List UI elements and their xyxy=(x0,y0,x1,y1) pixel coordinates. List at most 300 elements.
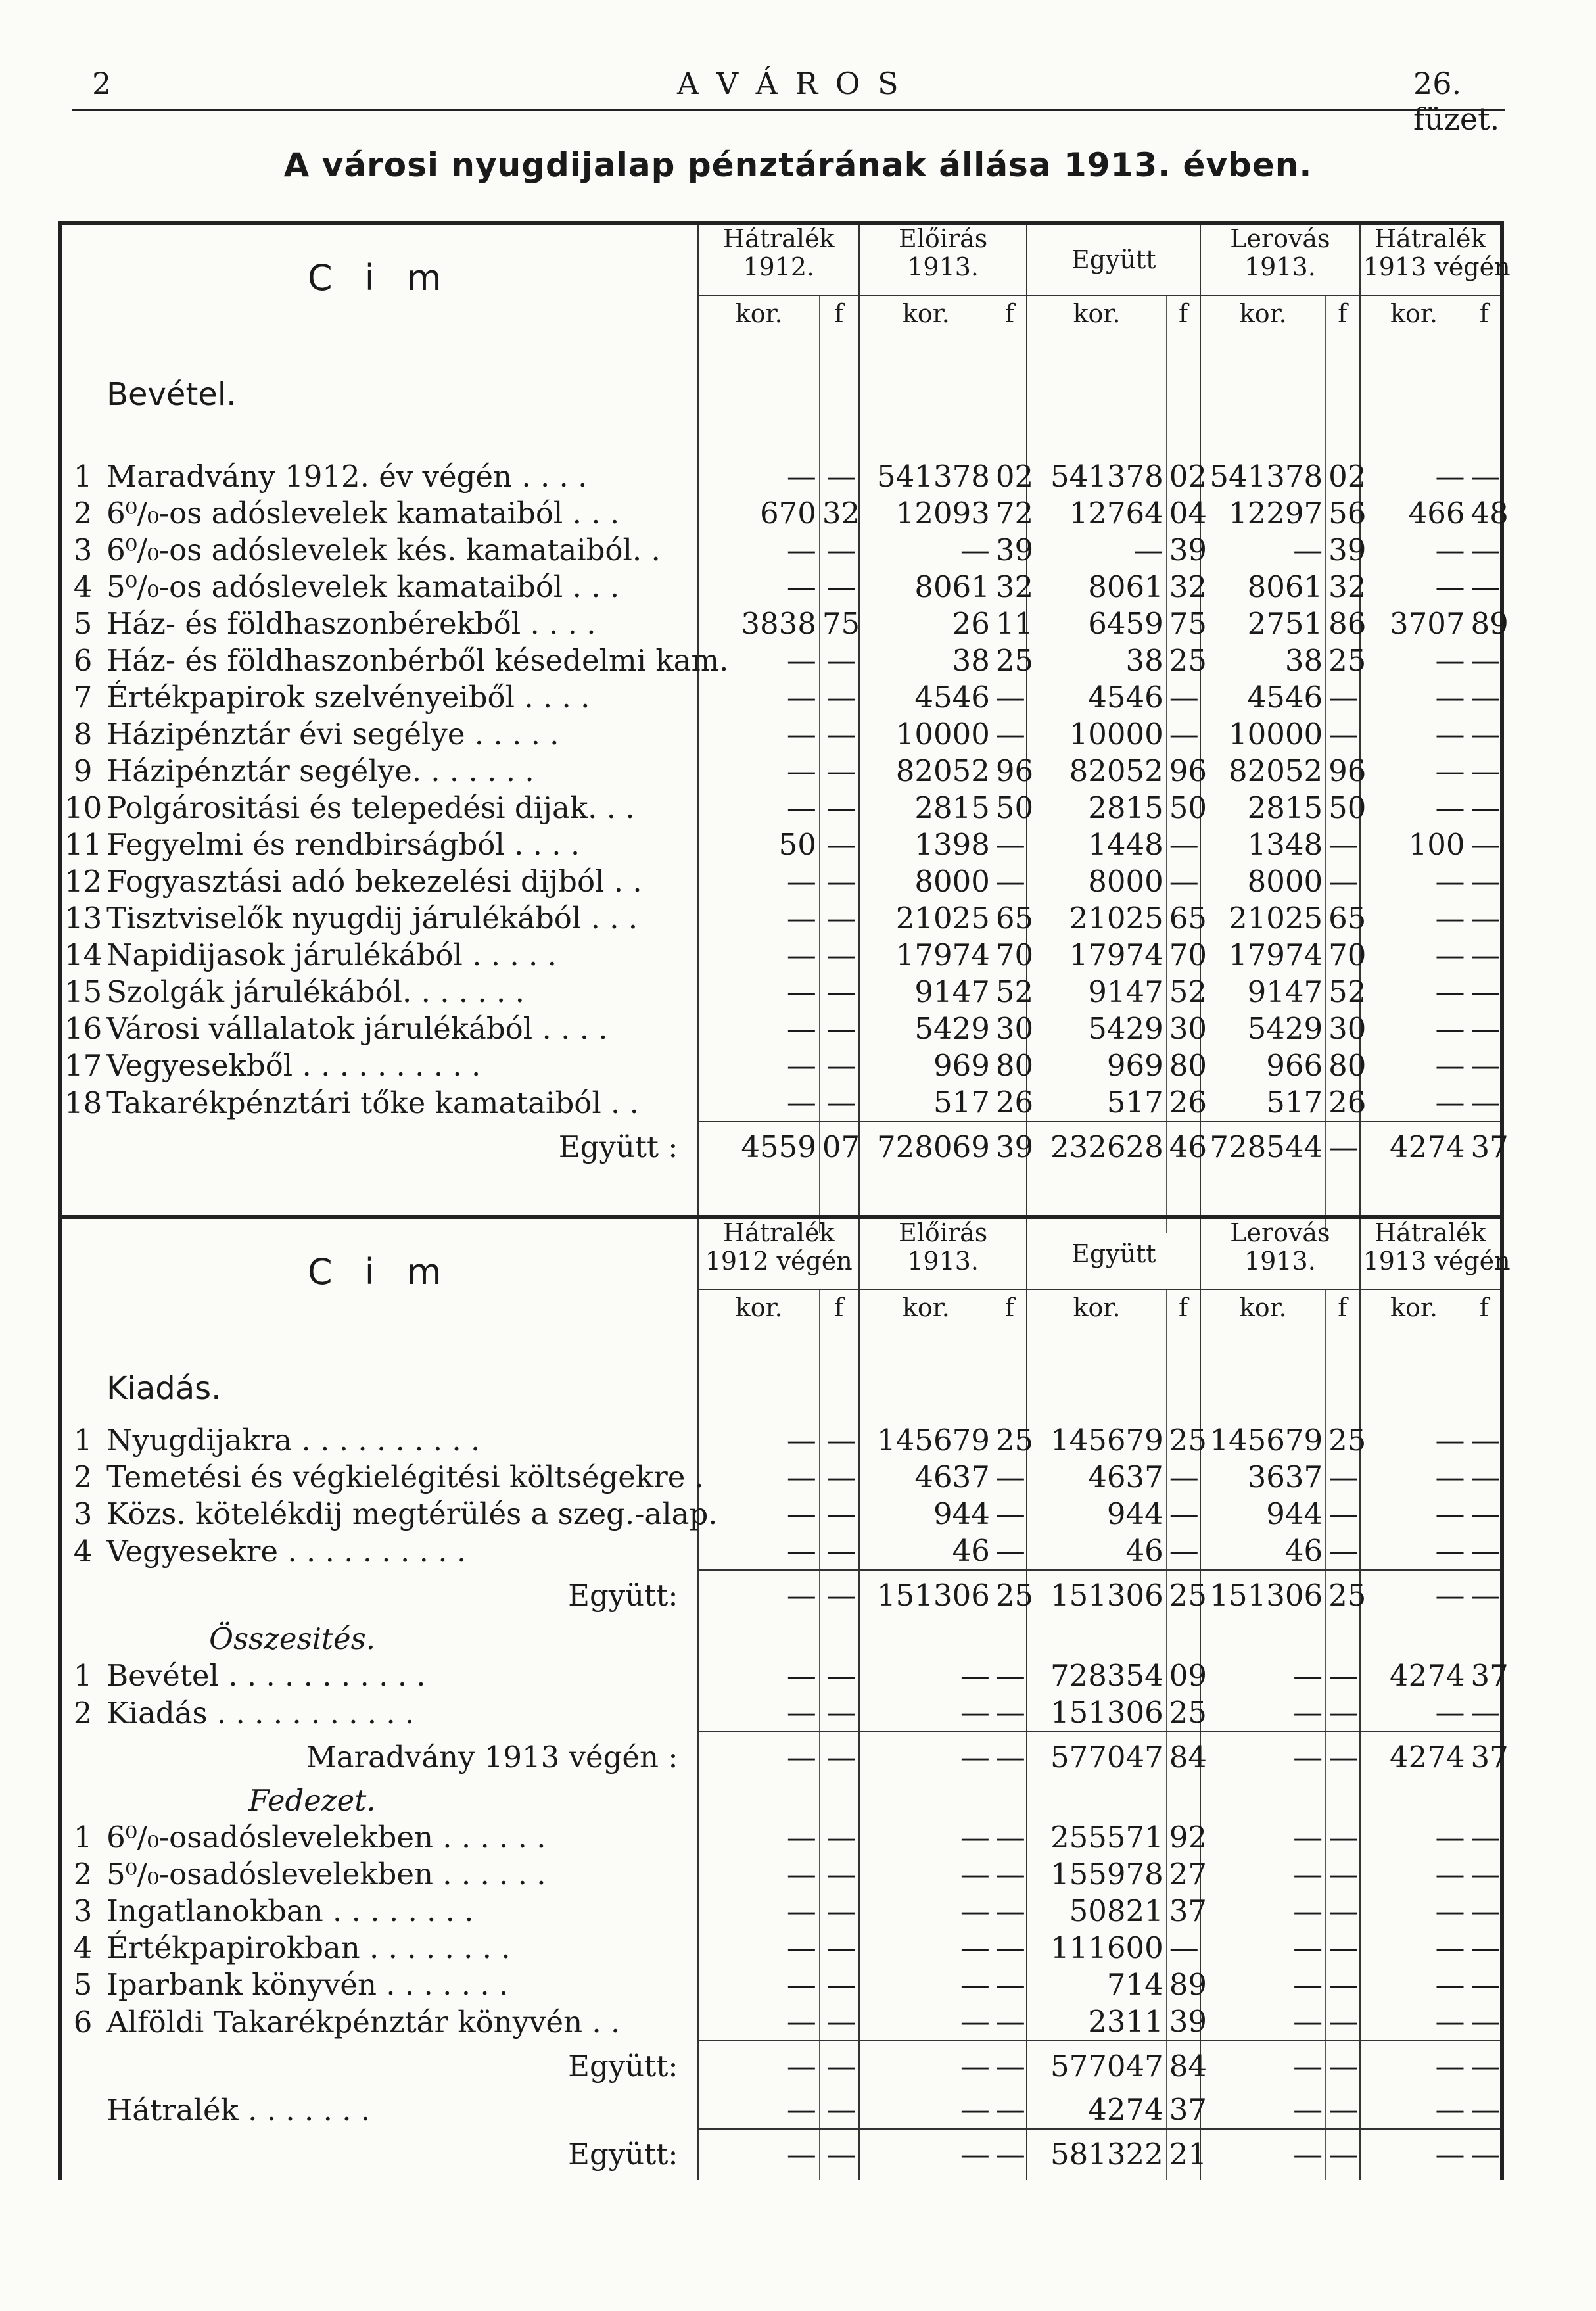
amount-filler: — xyxy=(1166,679,1200,716)
amount-filler xyxy=(819,1172,859,1203)
row-number: 11 xyxy=(60,826,104,863)
amount-filler xyxy=(1326,1326,1360,1356)
column-header: Előirás 1913. xyxy=(859,1217,1027,1289)
section-row xyxy=(60,362,1502,428)
table-row xyxy=(60,753,1502,790)
amount-filler xyxy=(819,332,859,362)
amount-filler: 25 xyxy=(993,1422,1027,1459)
amount-korona xyxy=(859,362,993,428)
table-row xyxy=(60,1047,1502,1084)
amount-korona: — xyxy=(698,1011,819,1047)
amount-filler: — xyxy=(819,1496,859,1533)
amount-korona: 517 xyxy=(1200,1084,1325,1122)
amount-korona: 969 xyxy=(859,1047,993,1084)
amount-filler: — xyxy=(1326,1819,1360,1856)
row-number: 2 xyxy=(60,1856,104,1893)
section-title: Kiadás. xyxy=(106,1370,222,1408)
amount-korona xyxy=(1027,1326,1166,1356)
table-row xyxy=(60,642,1502,679)
amount-filler: — xyxy=(1326,2129,1360,2180)
amount-filler: — xyxy=(1468,1819,1502,1856)
amount-filler: — xyxy=(1326,1893,1360,1930)
amount-korona: 46 xyxy=(1200,1533,1325,1570)
amount-filler: — xyxy=(1468,1011,1502,1047)
amount-korona: — xyxy=(698,2003,819,2041)
amount-filler: — xyxy=(1166,716,1200,753)
row-number: 3 xyxy=(60,1496,104,1533)
amount-filler: 09 xyxy=(1166,1657,1200,1694)
amount-filler: — xyxy=(993,1657,1027,1694)
amount-filler: — xyxy=(1326,1856,1360,1893)
row-number: 2 xyxy=(60,1459,104,1496)
row-label: Maradvány 1912. év végén . . . . xyxy=(106,459,588,494)
amount-filler: — xyxy=(1468,569,1502,606)
amount-korona: — xyxy=(1360,1047,1468,1084)
table-row xyxy=(60,790,1502,826)
amount-filler: — xyxy=(1326,1533,1360,1570)
remainder-row xyxy=(60,1732,1502,1782)
amount-korona: 5429 xyxy=(859,1011,993,1047)
row-number xyxy=(60,1782,104,1819)
amount-filler: 25 xyxy=(1166,642,1200,679)
amount-filler xyxy=(1326,428,1360,458)
amount-korona xyxy=(1200,1621,1325,1657)
amount-korona: — xyxy=(698,2091,819,2129)
amount-korona: 9147 xyxy=(1200,974,1325,1011)
amount-korona: — xyxy=(1200,532,1325,569)
amount-korona: 17974 xyxy=(1027,937,1166,974)
amount-korona xyxy=(698,1326,819,1356)
row-number xyxy=(60,1356,104,1422)
amount-filler: — xyxy=(1468,1459,1502,1496)
row-number xyxy=(60,2091,104,2129)
amount-filler: 30 xyxy=(1166,1011,1200,1047)
amount-filler: 75 xyxy=(1166,606,1200,642)
amount-korona: — xyxy=(859,1893,993,1930)
row-label: Polgárositási és telepedési dijak. . . xyxy=(106,790,635,825)
amount-korona: 100 xyxy=(1360,826,1468,863)
page-title: A városi nyugdijalap pénztárának állása 1913. évben. xyxy=(283,146,1313,184)
amount-korona: — xyxy=(1200,1657,1325,1694)
amount-filler: — xyxy=(819,900,859,937)
amount-filler: — xyxy=(1326,1966,1360,2003)
row-label xyxy=(104,1172,698,1203)
table-row xyxy=(60,900,1502,937)
amount-filler: — xyxy=(993,716,1027,753)
amount-filler xyxy=(819,1621,859,1657)
amount-filler xyxy=(1468,362,1502,428)
table-row xyxy=(60,1422,1502,1459)
amount-korona: — xyxy=(1360,1533,1468,1570)
amount-filler xyxy=(1326,362,1360,428)
amount-korona xyxy=(1360,362,1468,428)
row-label: Nyugdijakra . . . . . . . . . . xyxy=(106,1423,481,1458)
amount-korona xyxy=(1200,332,1325,362)
amount-korona: — xyxy=(698,937,819,974)
amount-filler: — xyxy=(1468,2041,1502,2091)
arrears-row xyxy=(60,2091,1502,2129)
amount-korona: — xyxy=(698,974,819,1011)
amount-korona: — xyxy=(1200,2003,1325,2041)
table-row xyxy=(60,937,1502,974)
page-number: 2 xyxy=(92,66,112,101)
amount-filler: 89 xyxy=(1166,1966,1200,2003)
amount-korona: — xyxy=(1360,900,1468,937)
amount-filler: 46 xyxy=(1166,1122,1200,1172)
amount-filler: — xyxy=(1326,1459,1360,1496)
row-number xyxy=(60,1621,104,1657)
amount-filler: — xyxy=(1326,679,1360,716)
table-row xyxy=(60,1930,1502,1966)
amount-filler: 70 xyxy=(993,937,1027,974)
amount-filler: 50 xyxy=(1326,790,1360,826)
amount-korona: 8000 xyxy=(1200,863,1325,900)
amount-korona: — xyxy=(1360,1496,1468,1533)
row-label: Iparbank könyvén . . . . . . . xyxy=(106,1967,509,2002)
amount-filler: 84 xyxy=(1166,1732,1200,1782)
amount-korona xyxy=(859,428,993,458)
amount-korona: — xyxy=(1027,532,1166,569)
row-label: Vegyesekre . . . . . . . . . . xyxy=(106,1533,467,1569)
amount-filler: — xyxy=(1326,1657,1360,1694)
amount-korona: 4546 xyxy=(1027,679,1166,716)
amount-filler: 25 xyxy=(1326,642,1360,679)
amount-filler xyxy=(1468,428,1502,458)
amount-korona: 9147 xyxy=(1027,974,1166,1011)
amount-korona: 517 xyxy=(1027,1084,1166,1122)
unit-kor: kor. xyxy=(1200,1289,1325,1326)
amount-filler: 48 xyxy=(1468,495,1502,532)
amount-filler: 32 xyxy=(819,495,859,532)
amount-korona: 111600 xyxy=(1027,1930,1166,1966)
amount-korona xyxy=(859,1356,993,1422)
amount-korona: — xyxy=(1360,1930,1468,1966)
amount-korona xyxy=(859,1621,993,1657)
amount-filler: — xyxy=(993,2091,1027,2129)
unit-kor: kor. xyxy=(1027,1289,1166,1326)
amount-filler: — xyxy=(819,569,859,606)
amount-filler: 52 xyxy=(993,974,1027,1011)
amount-filler: 27 xyxy=(1166,1856,1200,1893)
amount-filler: — xyxy=(1468,458,1502,495)
amount-korona xyxy=(1360,1172,1468,1203)
amount-korona: — xyxy=(1200,1966,1325,2003)
row-number: 2 xyxy=(60,495,104,532)
column-header: Hátralék 1912 végén xyxy=(698,1217,858,1289)
row-label: Szolgák járulékából. . . . . . . xyxy=(106,974,525,1009)
amount-filler: 04 xyxy=(1166,495,1200,532)
amount-korona: 50821 xyxy=(1027,1893,1166,1930)
amount-korona: — xyxy=(1200,2091,1325,2129)
amount-korona: 541378 xyxy=(859,458,993,495)
amount-filler: — xyxy=(993,863,1027,900)
amount-filler xyxy=(1468,1172,1502,1203)
row-number xyxy=(60,1172,104,1203)
row-number: 7 xyxy=(60,679,104,716)
amount-korona xyxy=(1360,332,1468,362)
amount-korona: 38 xyxy=(1027,642,1166,679)
amount-korona: — xyxy=(1360,974,1468,1011)
amount-korona: — xyxy=(698,753,819,790)
row-number: 1 xyxy=(60,1422,104,1459)
row-number: 1 xyxy=(60,1819,104,1856)
amount-filler: — xyxy=(819,974,859,1011)
amount-filler: 65 xyxy=(1166,900,1200,937)
amount-filler: — xyxy=(819,1422,859,1459)
amount-korona xyxy=(698,332,819,362)
amount-filler: — xyxy=(1468,642,1502,679)
amount-filler: — xyxy=(819,532,859,569)
amount-korona: 714 xyxy=(1027,1966,1166,2003)
amount-filler: — xyxy=(819,1459,859,1496)
row-number xyxy=(60,2041,104,2091)
row-label: Hátralék . . . . . . . xyxy=(106,2092,371,2128)
amount-filler: — xyxy=(819,2003,859,2041)
row-number xyxy=(60,1570,104,1621)
row-number: 6 xyxy=(60,2003,104,2041)
amount-filler xyxy=(1468,1782,1502,1819)
row-label: Közs. kötelékdij megtérülés a szeg.-alap. xyxy=(106,1496,718,1531)
unit-f: f xyxy=(1326,1289,1360,1326)
amount-filler: 26 xyxy=(1326,1084,1360,1122)
table-row xyxy=(60,1856,1502,1893)
amount-filler: — xyxy=(1326,863,1360,900)
row-number: 17 xyxy=(60,1047,104,1084)
amount-filler: — xyxy=(819,1657,859,1694)
amount-korona xyxy=(859,1172,993,1203)
total-row xyxy=(60,1122,1502,1172)
unit-kor: kor. xyxy=(698,295,819,332)
section-row xyxy=(60,1356,1502,1422)
amount-filler xyxy=(993,1782,1027,1819)
amount-filler: 84 xyxy=(1166,2041,1200,2091)
amount-filler: — xyxy=(1166,1459,1200,1496)
amount-filler: — xyxy=(819,1011,859,1047)
amount-korona: — xyxy=(859,1819,993,1856)
amount-filler: — xyxy=(1166,1533,1200,1570)
amount-filler: 37 xyxy=(1166,1893,1200,1930)
amount-filler: — xyxy=(819,937,859,974)
amount-filler: 56 xyxy=(1326,495,1360,532)
amount-filler: — xyxy=(819,1047,859,1084)
amount-filler: 70 xyxy=(1166,937,1200,974)
amount-korona: 145679 xyxy=(859,1422,993,1459)
unit-kor: kor. xyxy=(1200,295,1325,332)
amount-korona: — xyxy=(1200,2041,1325,2091)
amount-korona: — xyxy=(859,1732,993,1782)
row-number: 9 xyxy=(60,753,104,790)
amount-filler: — xyxy=(819,1930,859,1966)
amount-filler: — xyxy=(1326,2003,1360,2041)
spacer-row xyxy=(60,332,1502,362)
amount-filler: — xyxy=(1326,1694,1360,1732)
amount-korona: 82052 xyxy=(859,753,993,790)
table-row xyxy=(60,974,1502,1011)
amount-korona: — xyxy=(698,1459,819,1496)
column-header: Lerovás 1913. xyxy=(1200,223,1359,295)
amount-filler xyxy=(993,428,1027,458)
row-label: Együtt: xyxy=(568,1577,678,1613)
amount-korona: — xyxy=(698,790,819,826)
row-label: 6⁰/₀-os adóslevelek kés. kamataiból. . xyxy=(106,533,661,567)
amount-korona: 145679 xyxy=(1200,1422,1325,1459)
amount-filler: — xyxy=(1468,826,1502,863)
column-header: Előirás 1913. xyxy=(859,223,1027,295)
amount-filler: 39 xyxy=(993,1122,1027,1172)
amount-filler xyxy=(1166,1326,1200,1356)
amount-korona: 82052 xyxy=(1027,753,1166,790)
amount-korona: 46 xyxy=(859,1533,993,1570)
amount-korona: 145679 xyxy=(1027,1422,1166,1459)
amount-filler: 50 xyxy=(993,790,1027,826)
amount-korona: — xyxy=(1200,1893,1325,1930)
amount-filler: — xyxy=(819,863,859,900)
table-row xyxy=(60,1496,1502,1533)
spacer-row xyxy=(60,428,1502,458)
amount-korona: 944 xyxy=(1200,1496,1325,1533)
amount-korona xyxy=(698,362,819,428)
table-row xyxy=(60,532,1502,569)
amount-korona xyxy=(1027,1621,1166,1657)
amount-filler: — xyxy=(1468,937,1502,974)
amount-filler: 30 xyxy=(993,1011,1027,1047)
amount-korona xyxy=(859,1782,993,1819)
amount-korona: — xyxy=(698,679,819,716)
amount-filler: 96 xyxy=(1326,753,1360,790)
amount-korona: — xyxy=(1200,2129,1325,2180)
amount-korona: — xyxy=(1360,2041,1468,2091)
amount-korona xyxy=(1027,362,1166,428)
amount-korona: — xyxy=(1360,532,1468,569)
issue-number: 26. füzet. xyxy=(1413,66,1500,137)
row-number: 4 xyxy=(60,569,104,606)
amount-filler: — xyxy=(993,2003,1027,2041)
column-header: Együtt xyxy=(1027,223,1200,295)
amount-filler: 02 xyxy=(993,458,1027,495)
amount-korona xyxy=(1200,1356,1325,1422)
row-label xyxy=(104,428,698,458)
amount-korona: 8000 xyxy=(859,863,993,900)
amount-korona: 517 xyxy=(859,1084,993,1122)
amount-filler: — xyxy=(1326,1930,1360,1966)
amount-korona: 944 xyxy=(1027,1496,1166,1533)
amount-filler: — xyxy=(1468,863,1502,900)
amount-filler: — xyxy=(819,2041,859,2091)
amount-korona: 944 xyxy=(859,1496,993,1533)
amount-filler: 26 xyxy=(1166,1084,1200,1122)
amount-korona: — xyxy=(1360,753,1468,790)
amount-korona xyxy=(698,1356,819,1422)
row-number: 18 xyxy=(60,1084,104,1122)
amount-korona: 12093 xyxy=(859,495,993,532)
amount-filler: 37 xyxy=(1468,1732,1502,1782)
amount-korona: 5429 xyxy=(1200,1011,1325,1047)
amount-korona: — xyxy=(1200,1732,1325,1782)
amount-korona: — xyxy=(859,2003,993,2041)
amount-filler xyxy=(1326,1356,1360,1422)
cim-header: C i m xyxy=(60,1217,698,1326)
amount-korona: — xyxy=(859,1856,993,1893)
spacer-row xyxy=(60,1172,1502,1203)
amount-korona: 728544 xyxy=(1200,1122,1325,1172)
amount-filler: — xyxy=(1326,716,1360,753)
amount-filler: — xyxy=(1326,1732,1360,1782)
amount-korona xyxy=(698,1621,819,1657)
table-row xyxy=(60,679,1502,716)
amount-filler: 80 xyxy=(993,1047,1027,1084)
amount-filler: — xyxy=(1468,1084,1502,1122)
total-row xyxy=(60,1570,1502,1621)
unit-kor: kor. xyxy=(1360,1289,1468,1326)
amount-filler: — xyxy=(1468,532,1502,569)
amount-filler: 25 xyxy=(1166,1422,1200,1459)
row-label: Fedezet. xyxy=(248,1783,376,1818)
amount-korona: 4546 xyxy=(1200,679,1325,716)
row-number xyxy=(60,2129,104,2180)
amount-filler: — xyxy=(819,826,859,863)
cover-total-row xyxy=(60,2041,1502,2091)
table-row xyxy=(60,716,1502,753)
amount-filler: — xyxy=(1326,826,1360,863)
amount-korona: 38 xyxy=(859,642,993,679)
amount-korona: — xyxy=(1360,716,1468,753)
amount-korona: 10000 xyxy=(859,716,993,753)
amount-korona: 969 xyxy=(1027,1047,1166,1084)
amount-filler: — xyxy=(819,716,859,753)
amount-filler: 11 xyxy=(993,606,1027,642)
row-label: Ház- és földhaszonbérből késedelmi kam. xyxy=(106,643,729,678)
row-number: 1 xyxy=(60,1657,104,1694)
row-label: Temetési és végkielégitési költségekre . xyxy=(106,1460,704,1494)
amount-filler: — xyxy=(1166,1930,1200,1966)
amount-filler: 32 xyxy=(1326,569,1360,606)
amount-filler: 39 xyxy=(1166,2003,1200,2041)
amount-filler: 07 xyxy=(819,1122,859,1172)
amount-filler: — xyxy=(819,1893,859,1930)
amount-filler: — xyxy=(1468,2003,1502,2041)
amount-korona: 4637 xyxy=(1027,1459,1166,1496)
row-number xyxy=(60,1326,104,1356)
amount-filler: — xyxy=(819,2091,859,2129)
amount-korona: 2815 xyxy=(1027,790,1166,826)
amount-filler: — xyxy=(1468,1533,1502,1570)
amount-filler: — xyxy=(1468,1047,1502,1084)
amount-filler: — xyxy=(819,1084,859,1122)
amount-filler: — xyxy=(1468,1496,1502,1533)
amount-filler: — xyxy=(1166,826,1200,863)
amount-korona: 728069 xyxy=(859,1122,993,1172)
table-row xyxy=(60,458,1502,495)
amount-korona: — xyxy=(698,532,819,569)
amount-korona: 4274 xyxy=(1027,2091,1166,2129)
unit-f: f xyxy=(1166,1289,1200,1326)
row-label: Együtt : xyxy=(558,1129,678,1164)
row-label: Napidijasok járulékából . . . . . xyxy=(106,938,557,972)
amount-filler: 50 xyxy=(1166,790,1200,826)
amount-filler: — xyxy=(819,679,859,716)
row-number: 1 xyxy=(60,458,104,495)
row-label: Együtt: xyxy=(568,2136,678,2172)
amount-korona: — xyxy=(1360,1966,1468,2003)
amount-korona: 151306 xyxy=(1027,1570,1166,1621)
page-header xyxy=(72,66,1512,137)
row-label: Takarékpénztári tőke kamataiból . . xyxy=(106,1085,639,1120)
unit-f: f xyxy=(1166,295,1200,332)
amount-korona: 4559 xyxy=(698,1122,819,1172)
amount-korona xyxy=(1027,1782,1166,1819)
amount-filler: 02 xyxy=(1166,458,1200,495)
amount-korona: 1448 xyxy=(1027,826,1166,863)
